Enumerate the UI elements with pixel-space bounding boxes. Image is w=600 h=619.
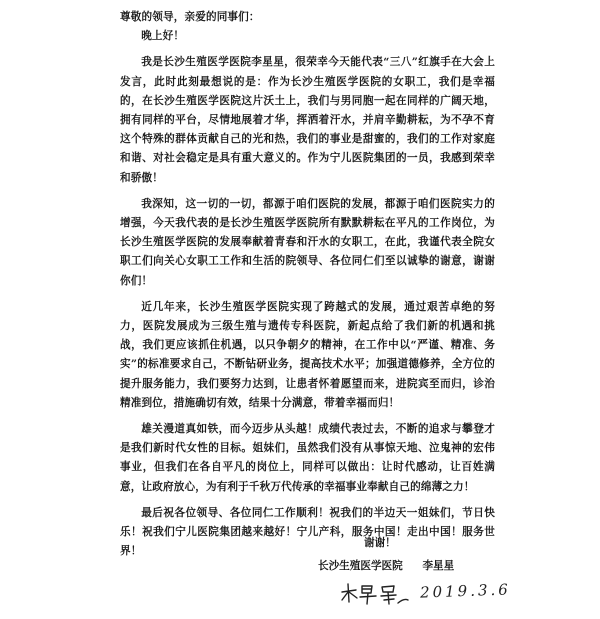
- paragraph-3: 近几年来，长沙生殖医学医院实现了跨越式的发展，通过艰苦卓绝的努力，医院发展成为三级生殖与遗传专科医院，新起点给了我们新的机遇和挑战，我们更应该抓住机遇，以只争朝夕的精神，在工作中以“严谨、精准、务实”的标准要求自己，不断钻研业务，提高技术水平；加强道德修养，全方位的提升服务能力，我们要努力达到，让患者怀着愿望而来，进院宾至而归，诊治精准到位，措施确切有效，结果十分满意，带着幸福而归！: [120, 300, 495, 409]
- greeting: 晚上好！: [141, 30, 185, 43]
- paragraph-1: 我是长沙生殖医学医院李星星，很荣幸今天能代表“三八”红旗手在大会上发言，此时此刻最想说的是：作为长沙生殖医学医院的女职工，我们是幸福的，在长沙生殖医学医院这片沃土上，我们与男同胞一起在同样的广阔天地，拥有同样的平台，尽情地展着才华，挥洒着汗水，并肩辛勤耕耘，为不孕不育这个特殊的群体贡献自己的光和热，我们的事业是甜蜜的，我们的工作对家庭和谐、对社会稳定是具有重大意义的。作为宁儿医院集团的一员，我感到荣幸和骄傲！: [120, 56, 495, 184]
- salutation: 尊敬的领导，亲爱的同事们：: [120, 11, 260, 23]
- paragraph-2: 我深知，这一切的一切，都源于咱们医院的发展，都源于咱们医院实力的增强，今天我代表的是长沙生殖医学医院所有默默耕耘在平凡的工作岗位，为长沙生殖医学医院的发展奉献着青春和汗水的女职工，在此，我谨代表全院女职工们向关心女职工工作和生活的院领导、各位同仁们至以诚挚的谢意，谢谢你们！: [120, 197, 495, 287]
- signature-line: [318, 558, 454, 573]
- signature-name: 李星星: [422, 560, 455, 572]
- closing-thanks: 谢谢！: [364, 537, 396, 549]
- signature-stroke: [381, 586, 396, 604]
- signature-stroke: [398, 599, 408, 603]
- handwritten-date: 2019.3.6: [419, 580, 512, 602]
- paragraph-4: 雄关漫道真如铁，而今迈步从头越！成绩代表过去，不断的追求与攀登才是我们新时代女性的目标。姐妹们，虽然我们没有从事惊天地、泣鬼神的宏伟事业，但我们在各自平凡的岗位上，同样可以做出：让时代感动，让百姓满意，让政府放心，为有利于千秋万代传承的幸福事业奉献自己的绵薄之力！: [120, 423, 495, 493]
- signature-stroke: [342, 584, 357, 602]
- paragraph-5: 最后祝各位领导、各位同仁工作顺利！祝我们的半边天一姐妹们，节日快乐！祝我们宁儿医院集团越来越好！宁儿产科，服务中国！走出中国！服务世界！: [120, 506, 495, 558]
- letter-body: [120, 8, 495, 561]
- signature-stroke: [360, 586, 376, 604]
- signature-hospital: 长沙生殖医学医院: [318, 560, 403, 572]
